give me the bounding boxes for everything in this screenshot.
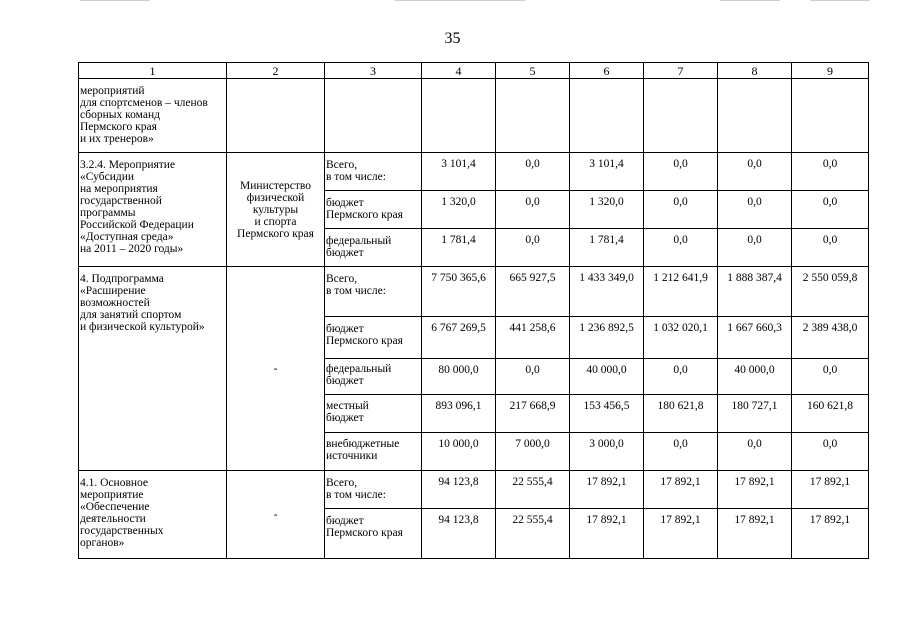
executor: Министерство физической культуры и спорта Пермского края	[227, 153, 325, 267]
activity-name: 3.2.4. Мероприятие «Субсидии на мероприятия государственной программы Российской Федерации «Доступная среда» на 2011 – 2020 годы»	[79, 153, 227, 267]
column-number: 9	[792, 63, 869, 79]
value-cell: 6 767 269,5	[422, 317, 496, 359]
value-cell: 17 892,1	[644, 509, 718, 559]
value-cell: 0,0	[718, 153, 792, 191]
value-cell: 17 892,1	[570, 509, 644, 559]
funding-source: федеральный бюджет	[325, 229, 422, 267]
activity-name: мероприятий для спортсменов – членов сборных команд Пермского края и их тренеров»	[79, 79, 227, 153]
activity-name: 4.1. Основное мероприятие «Обеспечение деятельности государственных органов»	[79, 471, 227, 559]
value-cell: 153 456,5	[570, 395, 644, 433]
value-cell: 1 320,0	[570, 191, 644, 229]
scan-edge-line	[80, 0, 150, 1]
value-cell: 180 727,1	[718, 395, 792, 433]
funding-source: Всего, в том числе:	[325, 267, 422, 317]
funding-source: внебюджетные источники	[325, 433, 422, 471]
value-cell: 0,0	[496, 153, 570, 191]
scan-edge-line	[395, 0, 525, 1]
activity-name: 4. Подпрограмма «Расширение возможностей для занятий спортом и физической культурой»	[79, 267, 227, 471]
value-cell: 441 258,6	[496, 317, 570, 359]
value-cell: 0,0	[792, 191, 869, 229]
column-number: 8	[718, 63, 792, 79]
value-cell: 2 550 059,8	[792, 267, 869, 317]
funding-source: бюджет Пермского края	[325, 191, 422, 229]
executor: -	[227, 267, 325, 471]
value-cell: 0,0	[644, 359, 718, 395]
value-cell: 1 236 892,5	[570, 317, 644, 359]
scan-edge-line	[810, 0, 870, 1]
table-row	[79, 153, 869, 191]
value-cell: 1 032 020,1	[644, 317, 718, 359]
value-cell: 0,0	[644, 433, 718, 471]
value-cell: 94 123,8	[422, 509, 496, 559]
column-number: 5	[496, 63, 570, 79]
column-number: 3	[325, 63, 422, 79]
column-number: 6	[570, 63, 644, 79]
column-number: 1	[79, 63, 227, 79]
column-number: 4	[422, 63, 496, 79]
value-cell: 0,0	[496, 359, 570, 395]
value-cell: 22 555,4	[496, 471, 570, 509]
value-cell: 17 892,1	[718, 471, 792, 509]
column-number: 2	[227, 63, 325, 79]
value-cell: 0,0	[718, 229, 792, 267]
value-cell: 1 781,4	[422, 229, 496, 267]
value-cell: 7 000,0	[496, 433, 570, 471]
value-cell: 2 389 438,0	[792, 317, 869, 359]
value-cell: 80 000,0	[422, 359, 496, 395]
value-cell: 10 000,0	[422, 433, 496, 471]
value-cell: 893 096,1	[422, 395, 496, 433]
value-cell: 40 000,0	[718, 359, 792, 395]
funding-source: бюджет Пермского края	[325, 509, 422, 559]
value-cell: 40 000,0	[570, 359, 644, 395]
value-cell: 0,0	[792, 229, 869, 267]
value-cell: 17 892,1	[718, 509, 792, 559]
table-row	[79, 267, 869, 317]
value-cell: 3 000,0	[570, 433, 644, 471]
budget-table	[78, 62, 869, 559]
value-cell: 0,0	[644, 153, 718, 191]
value-cell: 1 433 349,0	[570, 267, 644, 317]
value-cell: 0,0	[644, 191, 718, 229]
funding-source: Всего, в том числе:	[325, 153, 422, 191]
value-cell: 1 667 660,3	[718, 317, 792, 359]
funding-source: местный бюджет	[325, 395, 422, 433]
page-number: 35	[444, 30, 461, 47]
funding-source: федеральный бюджет	[325, 359, 422, 395]
value-cell: 1 888 387,4	[718, 267, 792, 317]
value-cell: 17 892,1	[792, 509, 869, 559]
value-cell: 1 781,4	[570, 229, 644, 267]
value-cell: 0,0	[718, 191, 792, 229]
value-cell: 180 621,8	[644, 395, 718, 433]
value-cell: 0,0	[792, 433, 869, 471]
funding-source: Всего, в том числе:	[325, 471, 422, 509]
table-row	[79, 471, 869, 509]
value-cell: 94 123,8	[422, 471, 496, 509]
value-cell: 22 555,4	[496, 509, 570, 559]
value-cell: 7 750 365,6	[422, 267, 496, 317]
column-number-row	[79, 63, 869, 79]
value-cell: 1 212 641,9	[644, 267, 718, 317]
value-cell: 17 892,1	[792, 471, 869, 509]
value-cell: 0,0	[792, 359, 869, 395]
value-cell: 0,0	[496, 191, 570, 229]
column-number: 7	[644, 63, 718, 79]
value-cell: 17 892,1	[570, 471, 644, 509]
value-cell: 3 101,4	[422, 153, 496, 191]
funding-source: бюджет Пермского края	[325, 317, 422, 359]
value-cell: 1 320,0	[422, 191, 496, 229]
value-cell: 3 101,4	[570, 153, 644, 191]
table-row	[79, 79, 869, 153]
value-cell: 17 892,1	[644, 471, 718, 509]
value-cell: 0,0	[792, 153, 869, 191]
value-cell: 0,0	[718, 433, 792, 471]
value-cell: 665 927,5	[496, 267, 570, 317]
executor: -	[227, 471, 325, 559]
value-cell: 160 621,8	[792, 395, 869, 433]
value-cell: 217 668,9	[496, 395, 570, 433]
value-cell: 0,0	[644, 229, 718, 267]
scan-edge-line	[720, 0, 780, 1]
value-cell: 0,0	[496, 229, 570, 267]
